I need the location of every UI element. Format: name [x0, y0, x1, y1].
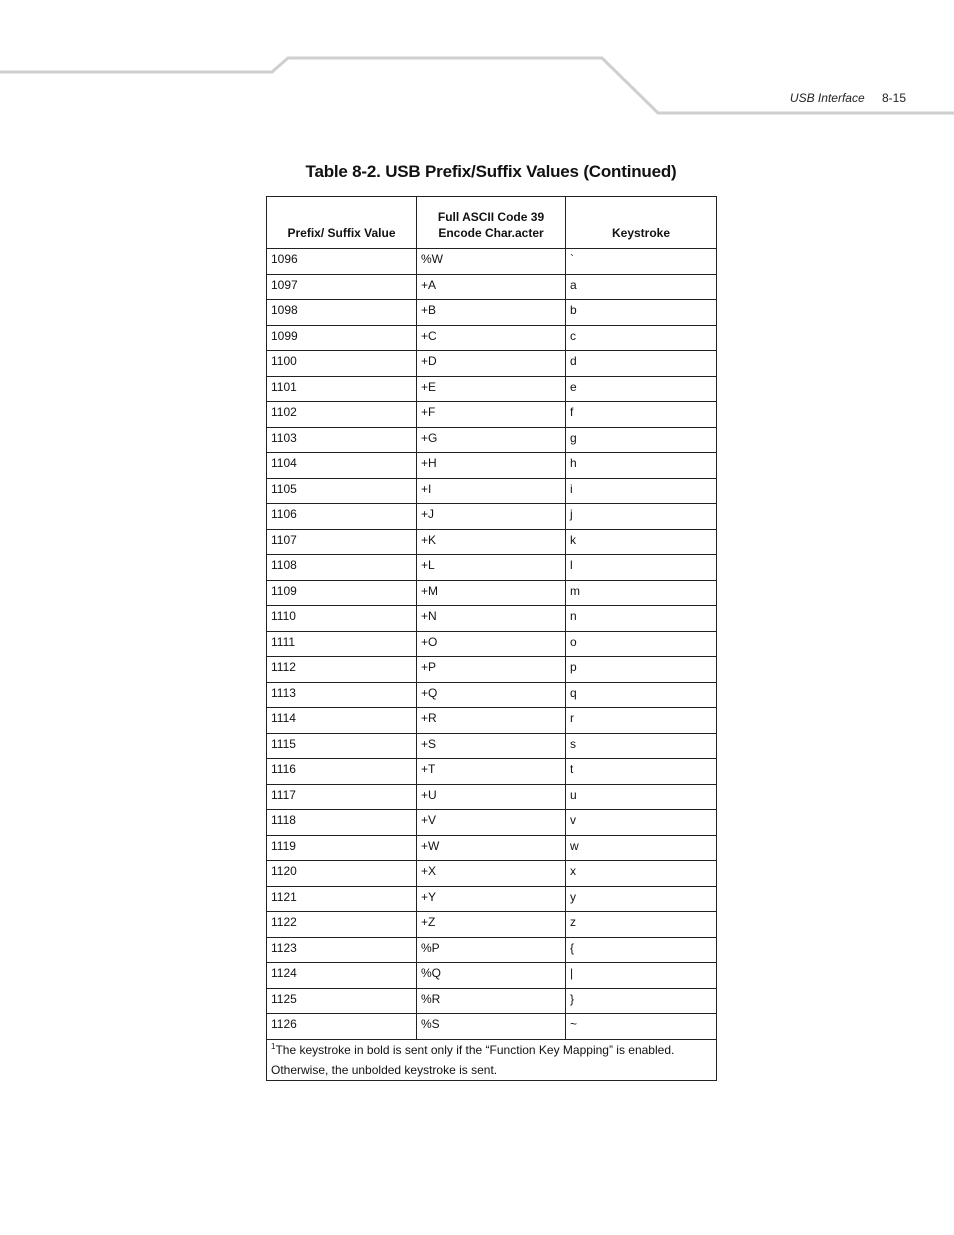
- running-head-section: USB Interface: [789, 91, 865, 105]
- cell-prefix-suffix-value: 1099: [267, 325, 417, 351]
- table-row: [267, 504, 717, 530]
- table-row: [267, 453, 717, 479]
- cell-prefix-suffix-value: 1104: [267, 453, 417, 479]
- cell-prefix-suffix-value: 1109: [267, 580, 417, 606]
- prefix-suffix-table: [266, 196, 717, 1081]
- table-row: [267, 376, 717, 402]
- cell-code39-character: +K: [417, 529, 566, 555]
- table-row: [267, 300, 717, 326]
- table-row: [267, 733, 717, 759]
- cell-prefix-suffix-value: 1119: [267, 835, 417, 861]
- cell-code39-character: +Q: [417, 682, 566, 708]
- cell-prefix-suffix-value: 1115: [267, 733, 417, 759]
- cell-prefix-suffix-value: 1114: [267, 708, 417, 734]
- cell-code39-character: +E: [417, 376, 566, 402]
- cell-prefix-suffix-value: 1102: [267, 402, 417, 428]
- table-row: [267, 835, 717, 861]
- cell-prefix-suffix-value: 1121: [267, 886, 417, 912]
- table-row: [267, 478, 717, 504]
- cell-code39-character: +G: [417, 427, 566, 453]
- cell-keystroke: k: [566, 529, 717, 555]
- cell-code39-character: +D: [417, 351, 566, 377]
- cell-code39-character: +V: [417, 810, 566, 836]
- cell-keystroke: d: [566, 351, 717, 377]
- cell-code39-character: +B: [417, 300, 566, 326]
- cell-keystroke: g: [566, 427, 717, 453]
- cell-prefix-suffix-value: 1124: [267, 963, 417, 989]
- cell-keystroke: e: [566, 376, 717, 402]
- table-row: [267, 963, 717, 989]
- table-row: [267, 988, 717, 1014]
- cell-code39-character: +J: [417, 504, 566, 530]
- cell-code39-character: +F: [417, 402, 566, 428]
- table-row: [267, 555, 717, 581]
- cell-code39-character: +R: [417, 708, 566, 734]
- cell-prefix-suffix-value: 1096: [267, 249, 417, 275]
- cell-prefix-suffix-value: 1122: [267, 912, 417, 938]
- cell-code39-character: +N: [417, 606, 566, 632]
- header-code39-character: Full ASCII Code 39 Encode Char.acter: [417, 197, 566, 249]
- cell-keystroke: s: [566, 733, 717, 759]
- table-body: [267, 249, 717, 1040]
- table-row: [267, 249, 717, 275]
- table-row: [267, 682, 717, 708]
- table-row: [267, 529, 717, 555]
- cell-keystroke: f: [566, 402, 717, 428]
- cell-keystroke: p: [566, 657, 717, 683]
- cell-keystroke: b: [566, 300, 717, 326]
- cell-keystroke: u: [566, 784, 717, 810]
- cell-code39-character: +L: [417, 555, 566, 581]
- cell-keystroke: |: [566, 963, 717, 989]
- cell-code39-character: +T: [417, 759, 566, 785]
- cell-keystroke: w: [566, 835, 717, 861]
- table-header-row: [267, 197, 717, 249]
- cell-keystroke: q: [566, 682, 717, 708]
- cell-code39-character: %W: [417, 249, 566, 275]
- cell-keystroke: n: [566, 606, 717, 632]
- cell-keystroke: h: [566, 453, 717, 479]
- cell-keystroke: r: [566, 708, 717, 734]
- cell-keystroke: l: [566, 555, 717, 581]
- table-row: [267, 402, 717, 428]
- cell-prefix-suffix-value: 1118: [267, 810, 417, 836]
- table-row: [267, 351, 717, 377]
- table-row: [267, 274, 717, 300]
- table-row: [267, 606, 717, 632]
- table-row: [267, 325, 717, 351]
- cell-keystroke: ~: [566, 1014, 717, 1040]
- cell-prefix-suffix-value: 1123: [267, 937, 417, 963]
- table-title: Table 8-2. USB Prefix/Suffix Values (Continued): [305, 162, 677, 181]
- cell-code39-character: +W: [417, 835, 566, 861]
- table-row: [267, 657, 717, 683]
- cell-code39-character: +I: [417, 478, 566, 504]
- cell-prefix-suffix-value: 1108: [267, 555, 417, 581]
- table-row: [267, 912, 717, 938]
- cell-prefix-suffix-value: 1106: [267, 504, 417, 530]
- cell-prefix-suffix-value: 1110: [267, 606, 417, 632]
- cell-prefix-suffix-value: 1100: [267, 351, 417, 377]
- cell-keystroke: c: [566, 325, 717, 351]
- cell-prefix-suffix-value: 1101: [267, 376, 417, 402]
- cell-prefix-suffix-value: 1097: [267, 274, 417, 300]
- cell-keystroke: y: [566, 886, 717, 912]
- cell-prefix-suffix-value: 1105: [267, 478, 417, 504]
- cell-keystroke: t: [566, 759, 717, 785]
- cell-code39-character: +X: [417, 861, 566, 887]
- table-row: [267, 937, 717, 963]
- cell-prefix-suffix-value: 1113: [267, 682, 417, 708]
- cell-keystroke: j: [566, 504, 717, 530]
- cell-code39-character: +C: [417, 325, 566, 351]
- cell-keystroke: a: [566, 274, 717, 300]
- cell-code39-character: +P: [417, 657, 566, 683]
- table-row: [267, 708, 717, 734]
- cell-code39-character: +Y: [417, 886, 566, 912]
- cell-keystroke: `: [566, 249, 717, 275]
- cell-code39-character: +O: [417, 631, 566, 657]
- cell-keystroke: o: [566, 631, 717, 657]
- cell-code39-character: +M: [417, 580, 566, 606]
- cell-prefix-suffix-value: 1111: [267, 631, 417, 657]
- cell-prefix-suffix-value: 1116: [267, 759, 417, 785]
- running-head: [790, 91, 906, 105]
- cell-code39-character: +U: [417, 784, 566, 810]
- table-row: [267, 861, 717, 887]
- cell-code39-character: %P: [417, 937, 566, 963]
- cell-code39-character: %Q: [417, 963, 566, 989]
- cell-keystroke: }: [566, 988, 717, 1014]
- cell-keystroke: {: [566, 937, 717, 963]
- cell-keystroke: i: [566, 478, 717, 504]
- table-row: [267, 580, 717, 606]
- cell-prefix-suffix-value: 1120: [267, 861, 417, 887]
- cell-code39-character: +A: [417, 274, 566, 300]
- cell-keystroke: x: [566, 861, 717, 887]
- footnote-row: [267, 1039, 717, 1080]
- cell-keystroke: z: [566, 912, 717, 938]
- cell-prefix-suffix-value: 1126: [267, 1014, 417, 1040]
- cell-code39-character: %R: [417, 988, 566, 1014]
- table-row: [267, 631, 717, 657]
- table-row: [267, 784, 717, 810]
- footnote-marker: 1: [271, 1041, 276, 1051]
- cell-prefix-suffix-value: 1125: [267, 988, 417, 1014]
- page-number: 8-15: [881, 91, 906, 105]
- table-row: [267, 1014, 717, 1040]
- cell-code39-character: +Z: [417, 912, 566, 938]
- cell-code39-character: %S: [417, 1014, 566, 1040]
- table-row: [267, 759, 717, 785]
- cell-prefix-suffix-value: 1107: [267, 529, 417, 555]
- table-row: [267, 427, 717, 453]
- cell-code39-character: +S: [417, 733, 566, 759]
- cell-code39-character: +H: [417, 453, 566, 479]
- cell-keystroke: m: [566, 580, 717, 606]
- footnote: [267, 1039, 717, 1080]
- footnote-text: The keystroke in bold is sent only if the “Function Key Mapping” is enabled. Otherwise, the unbolded keystroke is sent.: [271, 1042, 675, 1077]
- cell-prefix-suffix-value: 1117: [267, 784, 417, 810]
- header-prefix-suffix-value: Prefix/ Suffix Value: [267, 197, 417, 249]
- cell-keystroke: v: [566, 810, 717, 836]
- cell-prefix-suffix-value: 1098: [267, 300, 417, 326]
- table-row: [267, 810, 717, 836]
- table-row: [267, 886, 717, 912]
- cell-prefix-suffix-value: 1103: [267, 427, 417, 453]
- cell-prefix-suffix-value: 1112: [267, 657, 417, 683]
- header-keystroke: Keystroke: [566, 197, 717, 249]
